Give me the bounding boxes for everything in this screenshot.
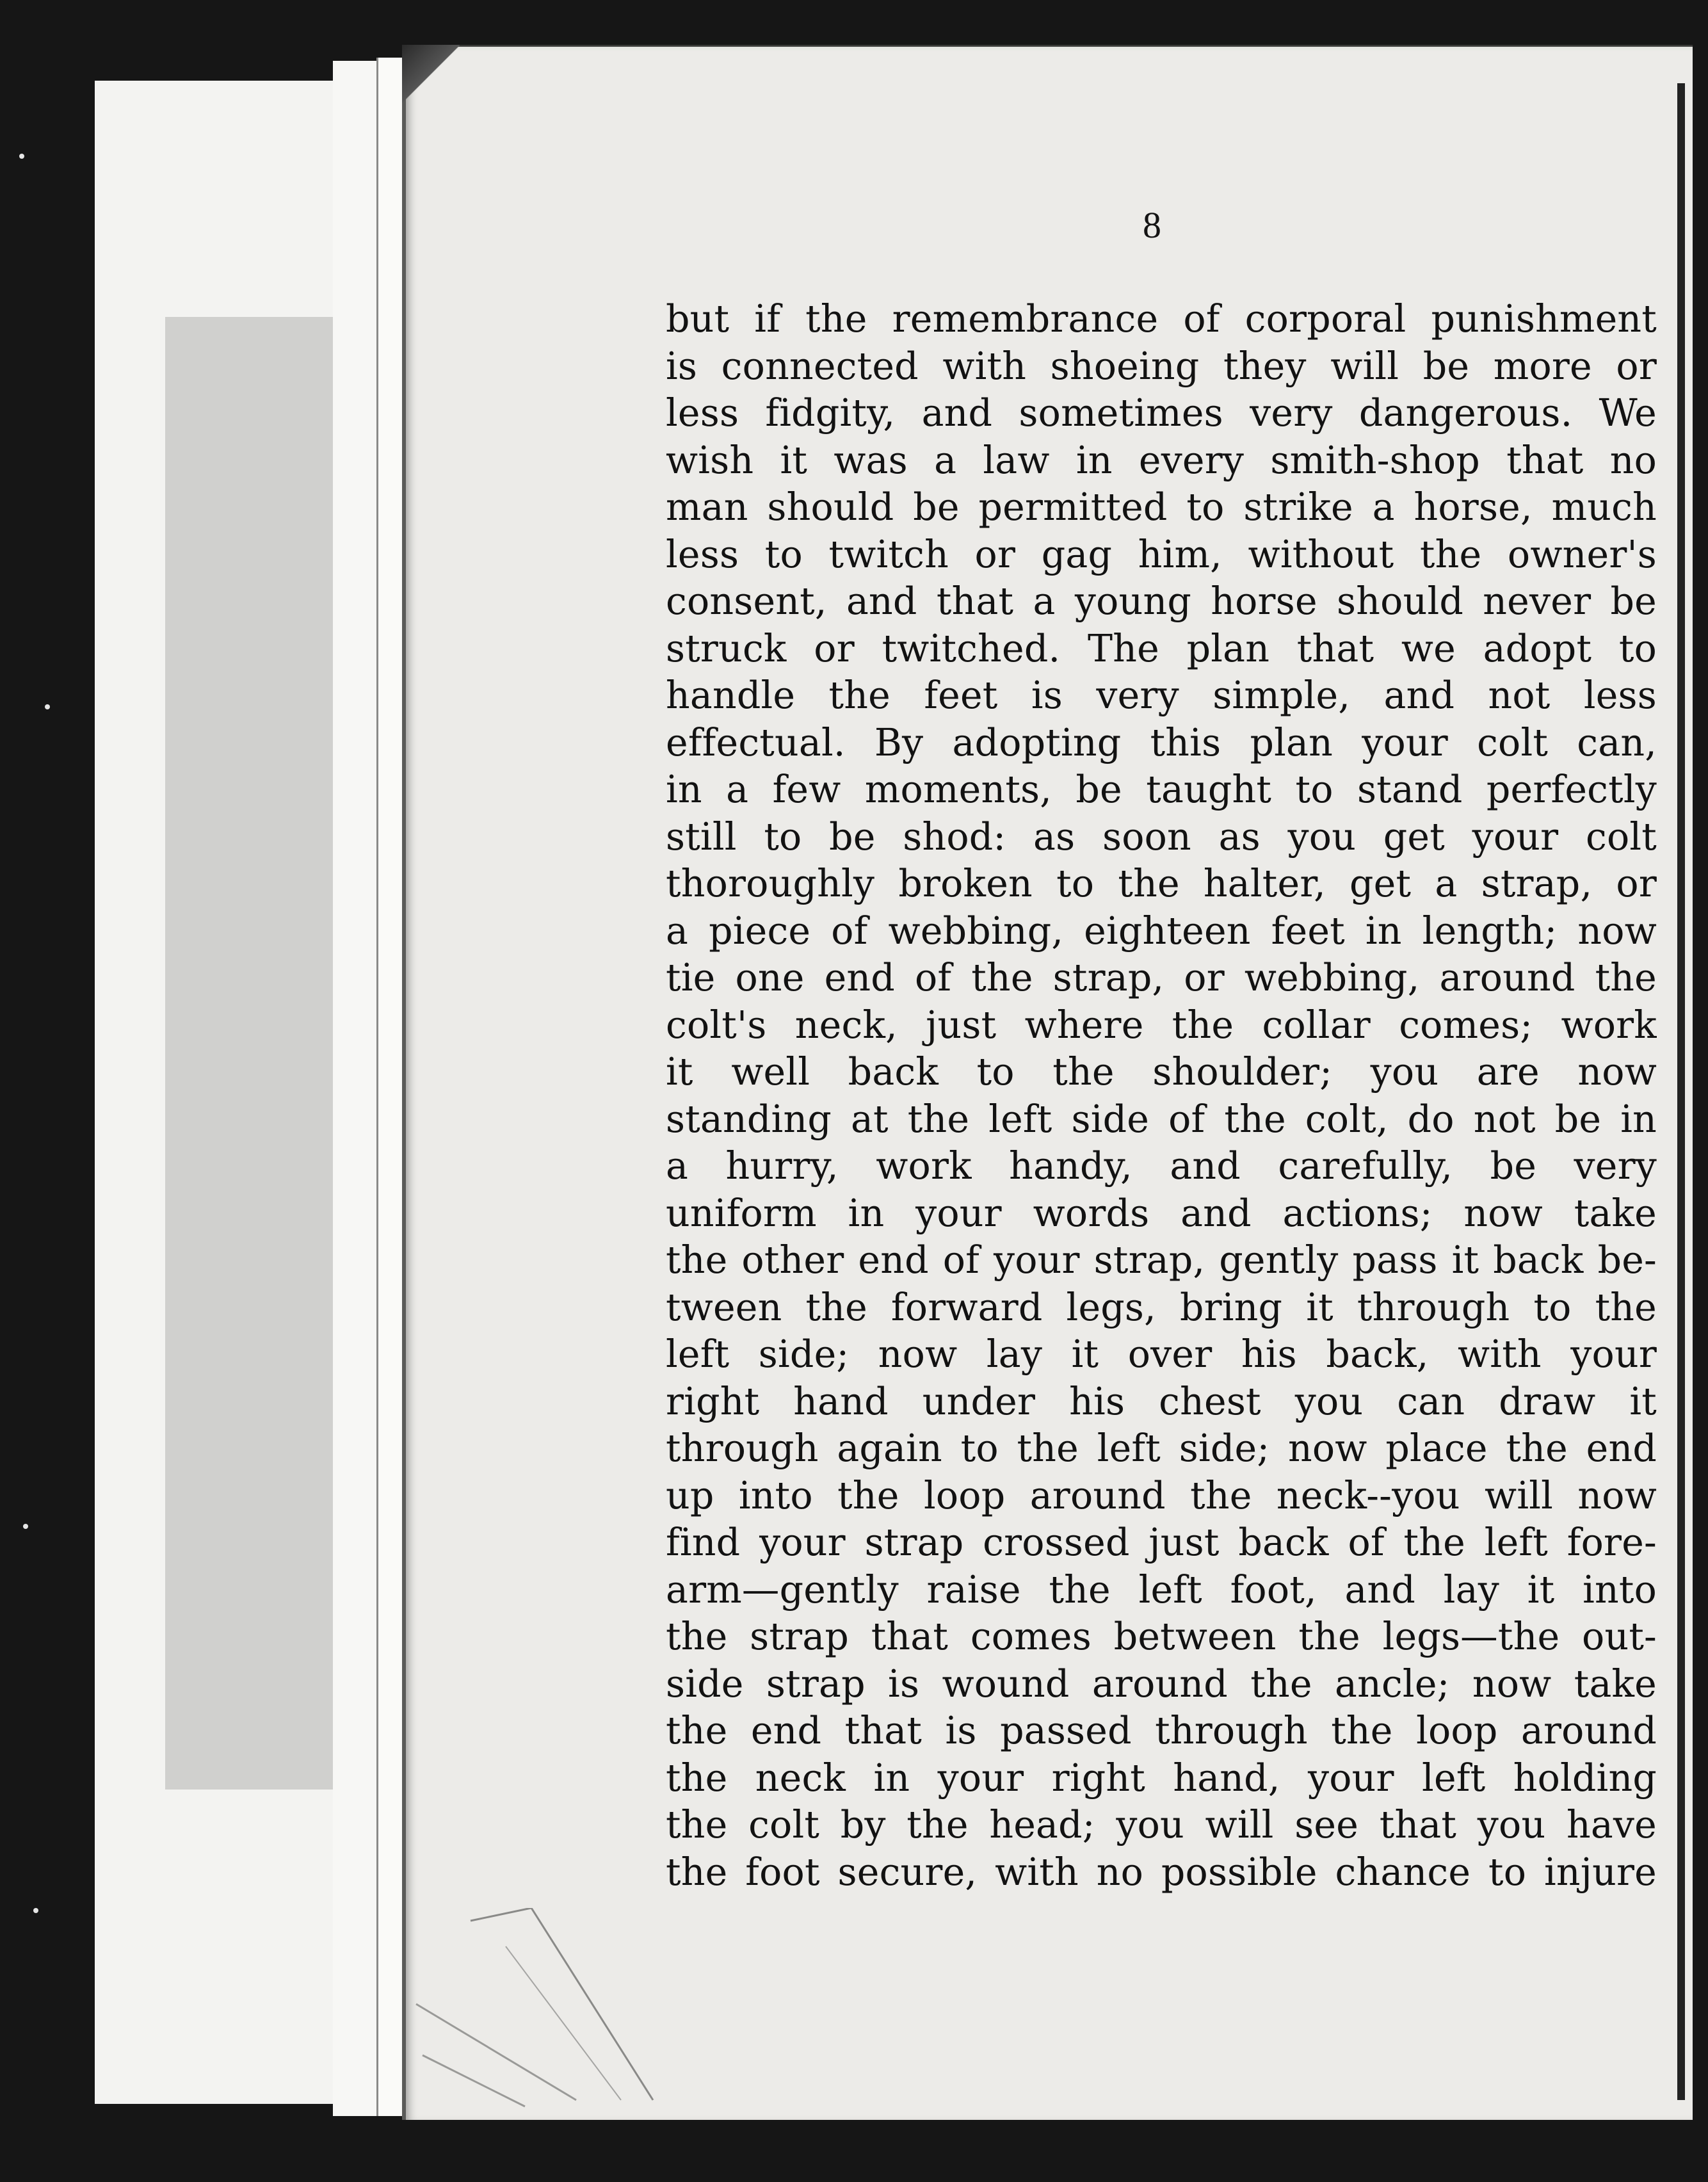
text-line: the foot secure, with no possible chance to injure [666, 1850, 1657, 1894]
text-line: tween the forward legs, bring it through to the [666, 1285, 1657, 1329]
dust-speck [23, 1524, 28, 1529]
text-line: is connected with shoeing they will be more or [666, 344, 1657, 388]
page-number: 8 [1143, 204, 1161, 246]
text-line: consent, and that a young horse should never be [666, 579, 1657, 623]
page-corner-fold [402, 45, 460, 115]
text-line: thoroughly broken to the halter, get a strap, or [666, 862, 1657, 905]
text-line: struck or twitched. The plan that we adopt to [666, 626, 1657, 670]
text-line: the neck in your right hand, your left holding [666, 1756, 1657, 1800]
text-line: effectual. By adopting this plan your colt can, [666, 720, 1657, 764]
text-line: it well back to the shoulder; you are now [666, 1050, 1657, 1094]
text-line: the colt by the head; you will see that you have [666, 1803, 1657, 1847]
bottom-corner-fold [410, 1908, 666, 2113]
text-line: less to twitch or gag him, without the owner's [666, 532, 1657, 576]
text-line: standing at the left side of the colt, do not be in [666, 1097, 1657, 1141]
text-line: uniform in your words and actions; now take [666, 1191, 1657, 1235]
text-line: the end that is passed through the loop around [666, 1709, 1657, 1752]
text-line: less fidgity, and sometimes very dangerous. We [666, 391, 1657, 435]
page-right-edge [1677, 83, 1685, 2100]
text-line: the other end of your strap, gently pass it back be- [666, 1238, 1657, 1282]
text-line: wish it was a law in every smith-shop that no [666, 438, 1657, 482]
text-line: up into the loop around the neck--you will now [666, 1473, 1657, 1517]
text-line: but if the remembrance of corporal punishment [666, 297, 1657, 341]
dust-speck [45, 704, 50, 709]
text-line: man should be permitted to strike a horse, much [666, 485, 1657, 529]
body-text [666, 296, 1657, 1896]
text-line: find your strap crossed just back of the left fore- [666, 1521, 1657, 1564]
text-line: right hand under his chest you can draw it [666, 1379, 1657, 1423]
text-line: the strap that comes between the legs—the out- [666, 1615, 1657, 1658]
text-line: in a few moments, be taught to stand perfectly [666, 768, 1657, 811]
text-line: still to be shod: as soon as you get your colt [666, 814, 1657, 859]
text-line: a hurry, work handy, and carefully, be very [666, 1144, 1657, 1188]
text-line: through again to the left side; now place the end [666, 1426, 1657, 1470]
dust-speck [19, 154, 24, 159]
text-line: side strap is wound around the ancle; now take [666, 1661, 1657, 1706]
text-line: handle the feet is very simple, and not less [666, 674, 1657, 717]
text-line: tie one end of the strap, or webbing, around the [666, 956, 1657, 999]
text-line: arm—gently raise the left foot, and lay it into [666, 1567, 1657, 1612]
text-line: colt's neck, just where the collar comes; work [666, 1003, 1657, 1047]
text-line: a piece of webbing, eighteen feet in length; now [666, 909, 1657, 953]
dust-speck [33, 1908, 38, 1913]
text-line: left side; now lay it over his back, with your [666, 1332, 1657, 1376]
